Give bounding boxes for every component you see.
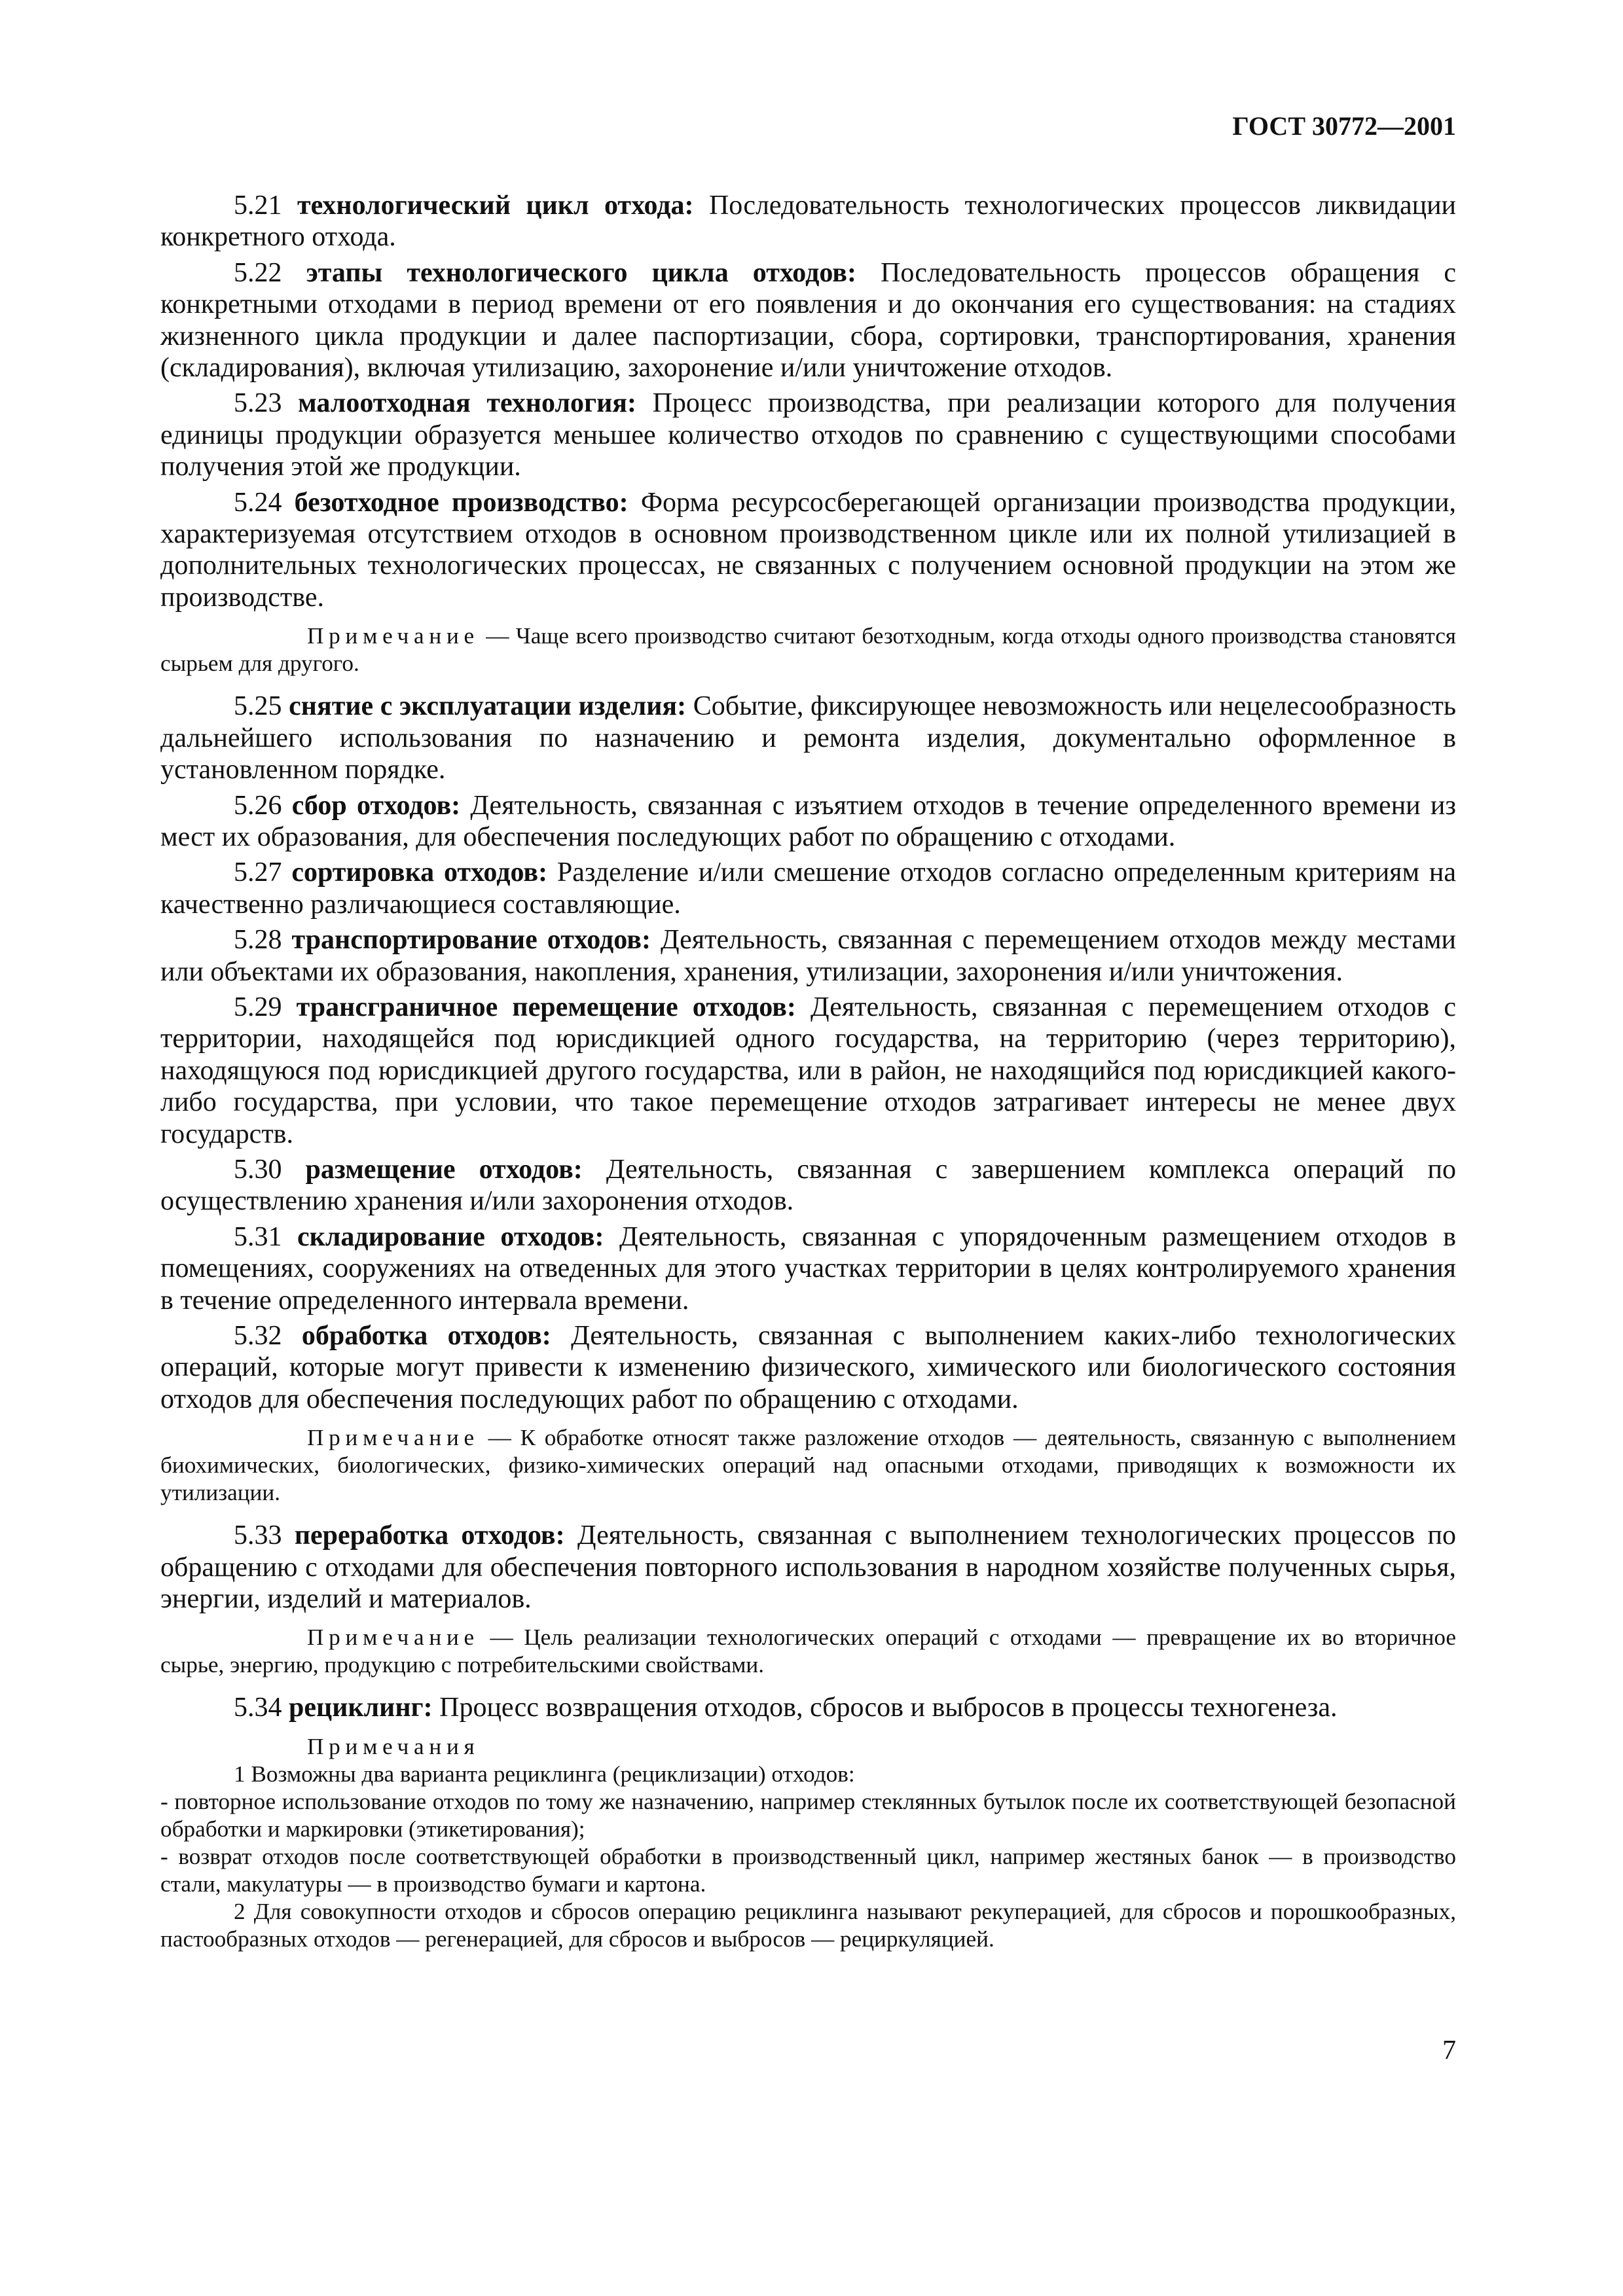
clause-definition: Деятельность, связанная с перемещением отходов между местами или объектами их образования, накопления, хранения, утилизации, захоронения и/или уничтожения. — [160, 925, 1457, 987]
clause-5-33 — [160, 1520, 1456, 1615]
clause-number: 5.29 — [234, 992, 282, 1022]
note-label: Примечание — [307, 623, 479, 649]
clause-definition: Процесс возвращения отходов, сбросов и выбросов в процессы техногенеза. — [439, 1693, 1338, 1723]
note-5-24 — [160, 622, 1456, 677]
clause-term: малоотходная технология: — [298, 388, 636, 419]
clause-term: технологический цикл отхода: — [297, 190, 694, 221]
clause-definition: Форма ресурсосберегающей организации производства продукции, характеризуемая отсутствием отходов в основном производственном цикле или их полной утилизацией в дополнительных технологических процессах, не связанных с получением основной продукции на этом же производстве. — [160, 487, 1457, 613]
document-header: ГОСТ 30772—2001 — [1232, 111, 1456, 141]
note-text: — Чаще всего производство считают безотходным, когда отходы одного производства становятся сырьем для другого. — [160, 623, 1456, 677]
clause-definition: Деятельность, связанная с упорядоченным размещением отходов в помещениях, сооружениях на отведенных для этого участках территории в целях контролируемого хранения в течение определенного интервала времени. — [160, 1221, 1457, 1316]
clause-number: 5.23 — [234, 388, 282, 419]
clause-term: переработка отходов: — [294, 1520, 565, 1551]
document-body — [160, 190, 1456, 1953]
clause-definition: Разделение и/или смешение отходов согласно определенным критериям на качественно различающиеся составляющие. — [160, 857, 1457, 920]
note-item-2: 2 Для совокупности отходов и сбросов операцию рециклинга называют рекуперацией, для сбросов и порошкообразных, пастообразных отходов — регенерацией, для сбросов и выбросов — рециркуляцией. — [160, 1898, 1456, 1952]
clause-term: этапы технологического цикла отходов: — [306, 257, 856, 288]
clause-definition: Деятельность, связанная с выполнением каких-либо технологических операций, которые могут привести к изменению физического, химического или биологического состояния отходов для обеспечения последующих работ по обращению с отходами. — [160, 1321, 1457, 1414]
clause-5-24 — [160, 487, 1456, 614]
clause-number: 5.22 — [234, 257, 282, 288]
note-text: — К обработке относят также разложение отходов — деятельность, связанную с выполнением биохимических, биологических, физико-химических операций над опасными отходами, приводящих к возможности их утилизации. — [160, 1425, 1456, 1506]
clause-number: 5.28 — [234, 925, 282, 956]
clause-5-21 — [160, 190, 1456, 253]
page-number: 7 — [1442, 2036, 1456, 2066]
clause-definition: Последовательность технологических процессов ликвидации конкретного отхода. — [160, 190, 1457, 253]
clause-5-31 — [160, 1221, 1456, 1316]
note-5-33 — [160, 1624, 1456, 1679]
clause-term: сбор отходов: — [291, 790, 461, 821]
clause-5-23 — [160, 387, 1456, 482]
clause-term: снятие с эксплуатации изделия: — [289, 691, 687, 722]
clause-term: складирование отходов: — [297, 1221, 604, 1252]
clause-5-27 — [160, 857, 1456, 920]
clause-5-34 — [160, 1692, 1456, 1723]
clause-term: размещение отходов: — [305, 1154, 583, 1185]
clause-definition: Последовательность процессов обращения с конкретными отходами в период времени от его появления и до окончания его существования: на стадиях жизненного цикла продукции и далее паспортизации, сбора, сортировки, транспортирования, хранения (складирования), включая утилизацию, захоронение и/или уничтожение отходов. — [160, 257, 1457, 384]
clause-term: рециклинг: — [289, 1693, 433, 1723]
clause-number: 5.24 — [234, 487, 282, 518]
clause-definition: Деятельность, связанная с выполнением технологических процессов по обращению с отходами для обеспечения повторного использования в народном хозяйстве полученных сырья, энергии, изделий и материалов. — [160, 1520, 1457, 1615]
clause-term: безотходное производство: — [294, 487, 629, 518]
note-label: Примечание — [307, 1624, 479, 1651]
note-item-1b: - возврат отходов после соответствующей обработки в производственный цикл, например жестяных банок — в производство стали, макулатуры — в производство бумаги и картона. — [160, 1843, 1456, 1897]
clause-5-26 — [160, 790, 1456, 853]
clause-definition: Процесс производства, при реализации которого для получения единицы продукции образуется меньшее количество отходов по сравнению с существующими способами получения этой же продукции. — [160, 388, 1457, 482]
clause-5-22 — [160, 257, 1456, 384]
note-item-1: 1 Возможны два варианта рециклинга (рециклизации) отходов: — [234, 1761, 855, 1787]
note-item-1a: - повторное использование отходов по тому же назначению, например стеклянных бутылок после их соответствующей безопасной обработки и маркировки (этикетирования); — [160, 1788, 1456, 1842]
clause-term: транспортирование отходов: — [291, 925, 651, 956]
clause-5-30 — [160, 1154, 1456, 1217]
clause-number: 5.31 — [234, 1221, 282, 1252]
clause-number: 5.25 — [234, 691, 282, 722]
clause-definition: Деятельность, связанная с завершением комплекса операций по осуществлению хранения и/или захоронения отходов. — [160, 1154, 1457, 1217]
notes-label: Примечания — [307, 1733, 480, 1759]
clause-term: обработка отходов: — [301, 1321, 551, 1351]
clause-5-28 — [160, 924, 1456, 988]
clause-number: 5.30 — [234, 1154, 282, 1185]
clause-number: 5.32 — [234, 1321, 282, 1351]
clause-term: сортировка отходов: — [291, 857, 548, 888]
notes-5-34 — [160, 1733, 1456, 1953]
clause-5-25 — [160, 691, 1456, 785]
clause-number: 5.33 — [234, 1520, 282, 1551]
clause-5-29 — [160, 992, 1456, 1150]
clause-definition: Деятельность, связанная с изъятием отходов в течение определенного времени из мест их образования, для обеспечения последующих работ по обращению с отходами. — [160, 790, 1456, 852]
clause-number: 5.27 — [234, 857, 282, 888]
clause-number: 5.21 — [234, 190, 282, 221]
note-5-32 — [160, 1424, 1456, 1507]
clause-definition: Деятельность, связанная с перемещением отходов с территории, находящейся под юрисдикцией одного государства, на территорию (через территорию), находящуюся под юрисдикцией другого государства, или в район, не находящийся под юрисдикцией какого-либо государства, при условии, что такое перемещение отходов затрагивает интересы не менее двух государств. — [160, 992, 1457, 1149]
clause-number: 5.34 — [234, 1693, 282, 1723]
clause-number: 5.26 — [234, 790, 282, 821]
clause-definition: Событие, фиксирующее невозможность или нецелесообразность дальнейшего использования по назначению и ремонта изделия, документально оформленное в установленном порядке. — [160, 691, 1457, 785]
note-label: Примечание — [307, 1425, 479, 1451]
clause-term: трансграничное перемещение отходов: — [296, 992, 796, 1022]
note-text: — Цель реализации технологических операций с отходами — превращение их во вторичное сырье, энергию, продукцию с потребительскими свойствами. — [160, 1624, 1456, 1678]
clause-5-32 — [160, 1320, 1456, 1415]
